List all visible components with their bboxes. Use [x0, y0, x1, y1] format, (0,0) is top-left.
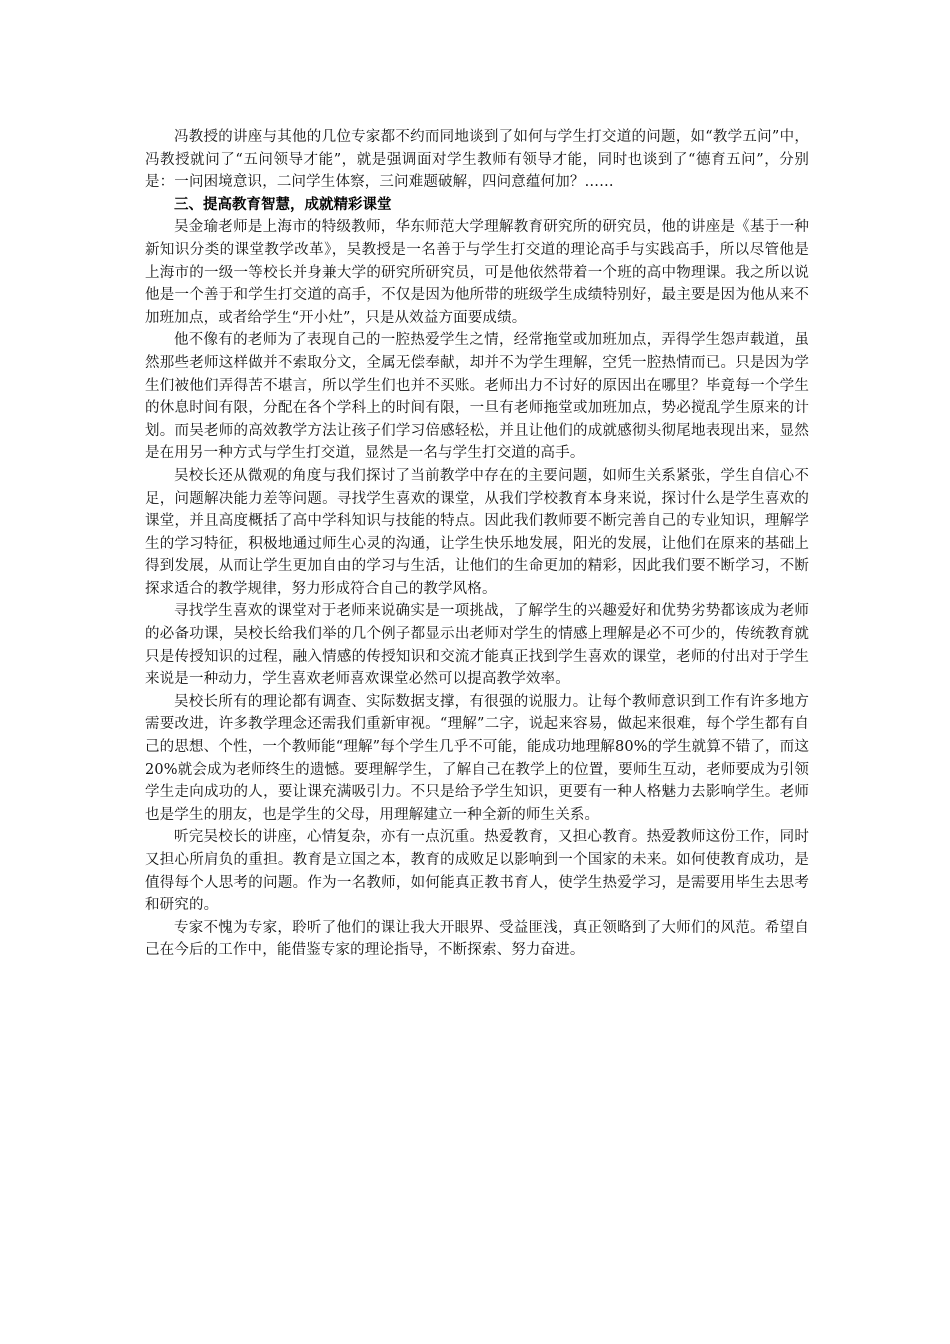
- paragraph-feng-five-questions: 冯教授的讲座与其他的几位专家都不约而同地谈到了如何与学生打交道的问题，如“教学五问”中，冯教授就问了“五问领导才能”，就是强调面对学生教师有领导才能，同时也谈到了“德育五问”，分别是：一问困境意识，二问学生体察，三问难题破解，四问意蕴何加？……: [145, 129, 809, 191]
- paragraph-wu-introduction: 吴金瑜老师是上海市的特级教师，华东师范大学理解教育研究所的研究员，他的讲座是《基于一种新知识分类的课堂教学改革》，吴教授是一名善于与学生打交道的理论高手与实践高手，所以尽管他是上海市的一级一等校长并身兼大学的研究所研究员，可是他依然带着一个班的高中物理课。我之所以说他是一个善于和学生打交道的高手，不仅是因为他所带的班级学生成绩特别好，最主要是因为他从来不加班加点，或者给学生“开小灶”，只是从效益方面要成绩。: [145, 219, 809, 326]
- section-heading: 三、提高教育智慧，成就精彩课堂: [174, 196, 392, 213]
- paragraph-favorite-classroom: 寻找学生喜欢的课堂对于老师来说确实是一项挑战，了解学生的兴趣爱好和优势劣势都该成为老师的必备功课，吴校长给我们举的几个例子都显示出老师对学生的情感上理解是必不可少的，传统教育就只是传授知识的过程，融入情感的传授知识和交流才能真正找到学生喜欢的课堂，老师的付出对于学生来说是一种动力，学生喜欢老师喜欢课堂必然可以提高教学效率。: [145, 603, 809, 688]
- paragraph-overtime-teachers: 他不像有的老师为了表现自己的一腔热爱学生之情，经常拖堂或加班加点，弄得学生怨声载道，虽然那些老师这样做并不索取分文，全属无偿奉献，却并不为学生理解，空凭一腔热情而已。只是因为学生们被他们弄得苦不堪言，所以学生们也并不买账。老师出力不讨好的原因出在哪里？毕竟每一个学生的休息时间有限，分配在各个学科上的时间有限，一旦有老师拖堂或加班加点，势必搅乱学生原来的计划。而吴老师的高效教学方法让孩子们学习倍感轻松，并且让他们的成就感彻头彻尾地表现出来，显然是在用另一种方式与学生打交道，显然是一名与学生打交道的高手。: [145, 332, 809, 462]
- document-body: [145, 126, 809, 962]
- paragraph-classroom-problems: 吴校长还从微观的角度与我们探讨了当前教学中存在的主要问题，如师生关系紧张，学生自信心不足，问题解决能力差等问题。寻找学生喜欢的课堂，从我们学校教育本身来说，探讨什么是学生喜欢的课堂，并且高度概括了高中学科知识与技能的特点。因此我们教师要不断完善自己的专业知识，理解学生的学习特征，积极地通过师生心灵的沟通，让学生快乐地发展，阳光的发展，让他们在原来的基础上得到发展，从而让学生更加自由的学习与生活，让他们的生命更加的精彩，因此我们要不断学习，不断探求适合的教学规律，努力形成符合自己的教学风格。: [145, 467, 809, 597]
- paragraph-conclusion: 专家不愧为专家，聆听了他们的课让我大开眼界、受益匪浅，真正领略到了大师们的风范。希望自己在今后的工作中，能借鉴专家的理论指导，不断探索、努力奋进。: [145, 919, 809, 959]
- paragraph-reflection: 听完吴校长的讲座，心情复杂，亦有一点沉重。热爱教育，又担心教育。热爱教师这份工作，同时又担心所肩负的重担。教育是立国之本，教育的成败足以影响到一个国家的未来。如何使教育成功，是值得每个人思考的问题。作为一名教师，如何能真正教书育人，使学生热爱学习，是需要用毕生去思考和研究的。: [145, 829, 809, 914]
- paragraph-understanding-students: 吴校长所有的理论都有调查、实际数据支撑，有很强的说服力。让每个教师意识到工作有许多地方需要改进，许多教学理念还需我们重新审视。“理解”二字，说起来容易，做起来很难，每个学生都有自己的思想、个性，一个教师能“理解”每个学生几乎不可能，能成功地理解80%的学生就算不错了，而这20%就会成为老师终生的遗憾。要理解学生，了解自己在教学上的位置，要师生互动，老师要成为引领学生走向成功的人，要让课充满吸引力。不只是给予学生知识，更要有一种人格魅力去影响学生。老师也是学生的朋友，也是学生的父母，用理解建立一种全新的师生关系。: [145, 693, 809, 823]
